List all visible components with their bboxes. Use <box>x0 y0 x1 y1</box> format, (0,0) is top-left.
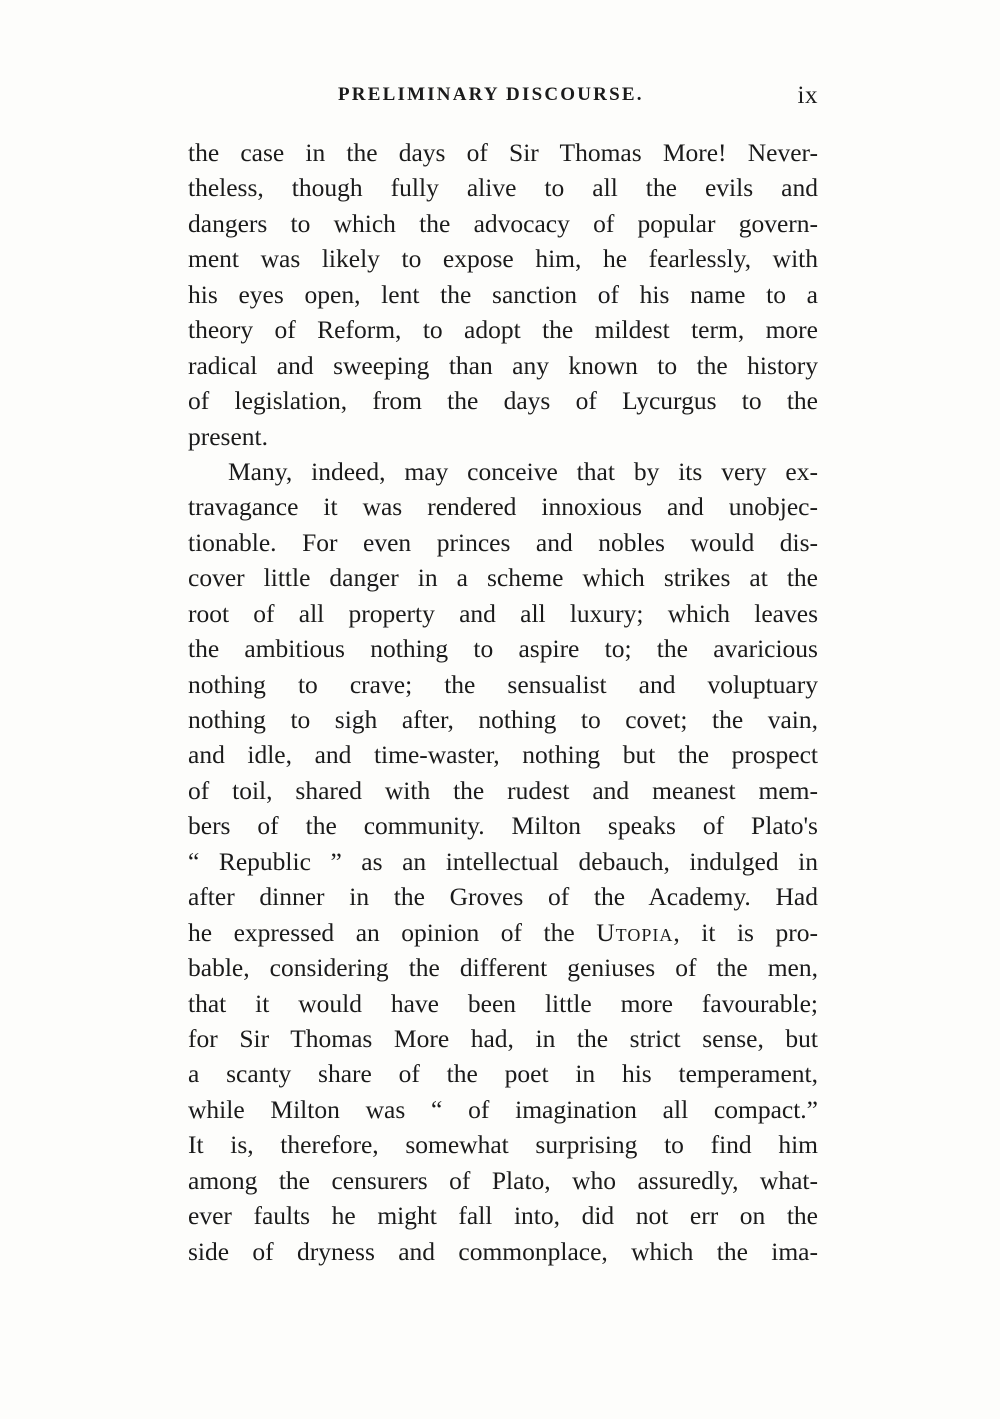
text-line: dangers to which the advocacy of popular govern- <box>188 208 818 238</box>
text-line: of toil, shared with the rudest and meanest mem- <box>188 775 818 805</box>
text-line: cover little danger in a scheme which strikes at the <box>188 563 818 593</box>
paragraph <box>188 135 818 454</box>
paragraph <box>188 454 818 1269</box>
text-line: the case in the days of Sir Thomas More! Never- <box>188 138 818 167</box>
text-line: theless, though fully alive to all the evils and <box>188 173 818 203</box>
text-line: root of all property and all luxury; which leaves <box>188 598 818 628</box>
text-line: while Milton was “ of imagination all compact.” <box>188 1094 818 1124</box>
text-line: that it would have been little more favourable; <box>188 988 818 1018</box>
text-line: nothing to crave; the sensualist and voluptuary <box>188 669 818 699</box>
text-line: among the censurers of Plato, who assuredly, what- <box>188 1165 818 1195</box>
running-title: PRELIMINARY DISCOURSE. <box>338 84 644 105</box>
text-line: side of dryness and commonplace, which the ima- <box>188 1236 818 1266</box>
text-line: and idle, and time-waster, nothing but the prospect <box>188 740 818 770</box>
utopia-title: Utopia <box>596 917 674 947</box>
text-line: of legislation, from the days of Lycurgus to the <box>188 386 818 416</box>
text-fragment: , it is pro- <box>673 917 818 947</box>
text-line: ment was likely to expose him, he fearlessly, with <box>188 244 818 274</box>
text-block <box>188 135 818 1269</box>
text-line: after dinner in the Groves of the Academy. Had <box>188 882 818 912</box>
text-line: his eyes open, lent the sanction of his name to a <box>188 279 818 309</box>
text-line: for Sir Thomas More had, in the strict sense, but <box>188 1023 818 1053</box>
text-line: “ Republic ” as an intellectual debauch, indulged in <box>188 846 818 876</box>
text-line: the ambitious nothing to aspire to; the avaricious <box>188 634 818 664</box>
text-line: Many, indeed, may conceive that by its very ex- <box>228 456 818 486</box>
running-head <box>188 84 818 114</box>
text-line: tionable. For even princes and nobles would dis- <box>188 527 818 557</box>
text-line-utopia <box>188 915 818 950</box>
text-line: radical and sweeping than any known to the history <box>188 350 818 380</box>
text-line: a scanty share of the poet in his temperament, <box>188 1059 818 1089</box>
text-line: travagance it was rendered innoxious and unobjec- <box>188 492 818 522</box>
text-line: bers of the community. Milton speaks of Plato's <box>188 811 818 841</box>
page-number: ix <box>797 82 818 109</box>
text-line: bable, considering the different geniuses of the men, <box>188 953 818 983</box>
text-line: ever faults he might fall into, did not err on the <box>188 1201 818 1231</box>
text-line: theory of Reform, to adopt the mildest term, more <box>188 315 818 345</box>
text-line: It is, therefore, somewhat surprising to find him <box>188 1130 818 1160</box>
text-line: present. <box>188 421 269 451</box>
text-line: nothing to sigh after, nothing to covet; the vain, <box>188 705 818 734</box>
text-fragment: he expressed an opinion of the <box>188 917 597 947</box>
